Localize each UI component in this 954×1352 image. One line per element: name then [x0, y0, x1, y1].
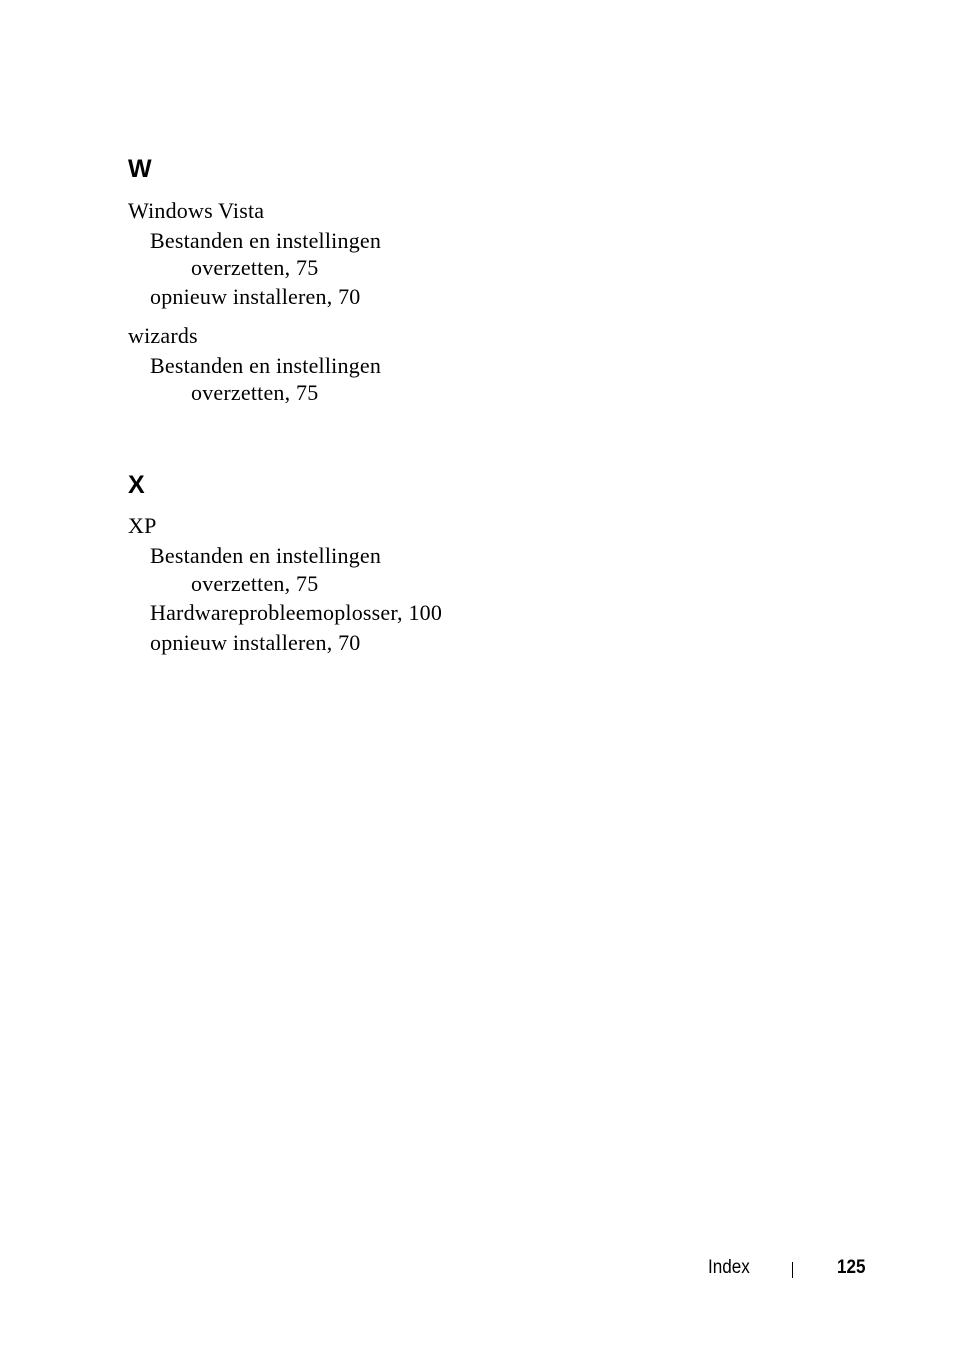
page-number: 125: [837, 1257, 866, 1278]
index-subentry-line: opnieuw installeren, 70: [150, 630, 361, 655]
index-term-xp: XP: [128, 513, 157, 538]
index-subentry-line: Hardwareprobleemoplosser, 100: [150, 600, 443, 625]
index-subentry-continuation: overzetten, 75: [191, 255, 319, 280]
footer-divider: [792, 1262, 793, 1278]
index-term-wizards: wizards: [128, 323, 198, 348]
footer-section-label: Index: [708, 1257, 750, 1278]
index-term-windows-vista: Windows Vista: [128, 198, 265, 223]
index-subentry-line: Bestanden en instellingen: [150, 353, 382, 378]
index-subentry-continuation: overzetten, 75: [191, 380, 319, 405]
section-letter-x: X: [128, 471, 145, 499]
section-letter-w: W: [128, 155, 152, 183]
index-subentry-line: Bestanden en instellingen: [150, 228, 382, 253]
index-subentry-line: opnieuw installeren, 70: [150, 284, 361, 309]
index-subentry-line: Bestanden en instellingen: [150, 543, 382, 568]
index-subentry-continuation: overzetten, 75: [191, 571, 319, 596]
